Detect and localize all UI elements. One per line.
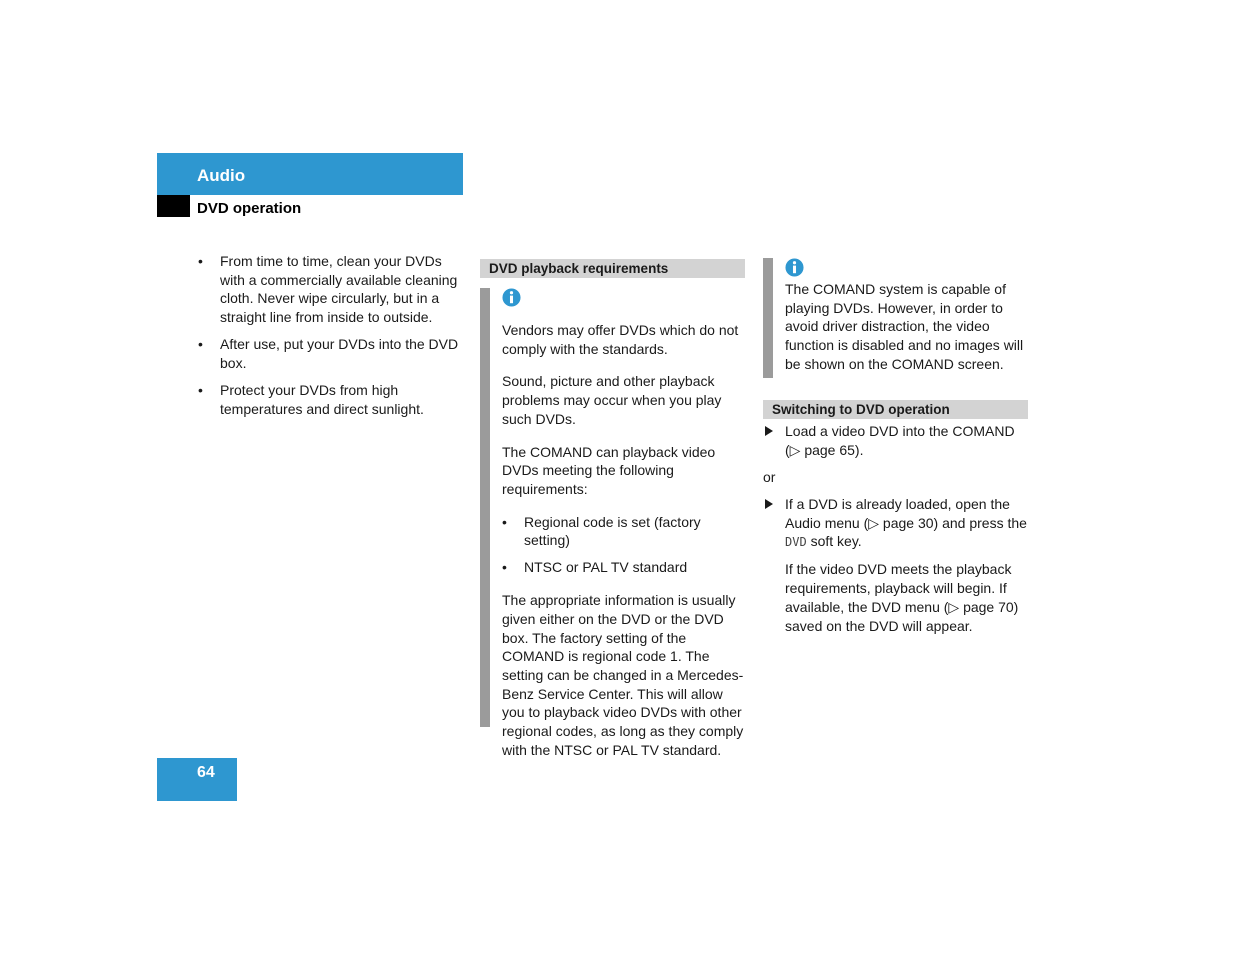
bullet-icon: •: [198, 382, 203, 398]
paragraph: The appropriate information is usually given either on the DVD or the DVD box. The factory setting of the COMAND is regional code 1. The setting can be changed in a Mercedes-Benz Service Center. This will allow you to playback video DVDs with other regional codes, as long as they comply with the NTSC or PAL TV standard.: [502, 592, 744, 758]
section-title: DVD operation: [197, 200, 302, 217]
info-content: [785, 258, 1030, 374]
list-item: • After use, put your DVDs into the DVD box.: [198, 336, 459, 371]
info-icon: [502, 288, 521, 307]
info-bar: [763, 258, 773, 378]
chapter-title: Audio: [197, 166, 246, 185]
info-content: [502, 288, 747, 773]
paragraph: Sound, picture and other playback problems may occur when you play such DVDs.: [502, 373, 722, 427]
list-item: • Protect your DVDs from high temperatures and direct sunlight.: [198, 382, 424, 417]
care-tips-list: [198, 252, 463, 418]
info-icon: [785, 258, 804, 277]
paragraph: The COMAND can playback video DVDs meeting the following requirements:: [502, 443, 716, 497]
right-column-steps: [763, 422, 1030, 635]
info-box-driver-distraction: [763, 258, 1030, 378]
info-bar: [480, 288, 490, 727]
bullet-icon: •: [198, 253, 203, 269]
section-marker: [157, 195, 190, 217]
dvd-softkey-label: DVD: [785, 535, 807, 550]
paragraph: The COMAND system is capable of playing DVDs. However, in order to avoid driver distraction, the video function is disabled and no images will be shown on the COMAND screen.: [785, 281, 1024, 372]
requirements-list: [502, 513, 747, 578]
bullet-icon: •: [502, 513, 507, 530]
left-column: [198, 252, 463, 427]
instruction-step: If a DVD is already loaded, open the Audio menu (▷ page 30) and press the DVD soft key.: [763, 495, 1030, 552]
page-number: 64: [197, 764, 215, 781]
step-arrow-icon: [764, 425, 774, 437]
section-heading-playback-requirements: DVD playback requirements: [480, 259, 745, 278]
info-box-requirements: [480, 288, 747, 758]
result-text: If the video DVD meets the playback requirements, playback will begin. If available, the DVD menu (▷ page 70) saved on the DVD will appear.: [785, 561, 1019, 634]
paragraph: Vendors may offer DVDs which do not comply with the standards.: [502, 322, 739, 357]
bullet-icon: •: [198, 336, 203, 353]
instruction-step: Load a video DVD into the COMAND (▷ page 65).: [763, 422, 1030, 459]
step-arrow-icon: [764, 498, 774, 510]
bullet-icon: •: [502, 559, 507, 576]
list-item: • NTSC or PAL TV standard: [502, 559, 688, 576]
or-label: or: [763, 468, 776, 485]
section-heading-switching: Switching to DVD operation: [763, 400, 1028, 419]
list-item: • Regional code is set (factory setting): [502, 513, 701, 549]
list-item: • From time to time, clean your DVDs with a commercially available cleaning cloth. Never wipe circularly, but in a straight line from inside to outside.: [198, 253, 458, 326]
